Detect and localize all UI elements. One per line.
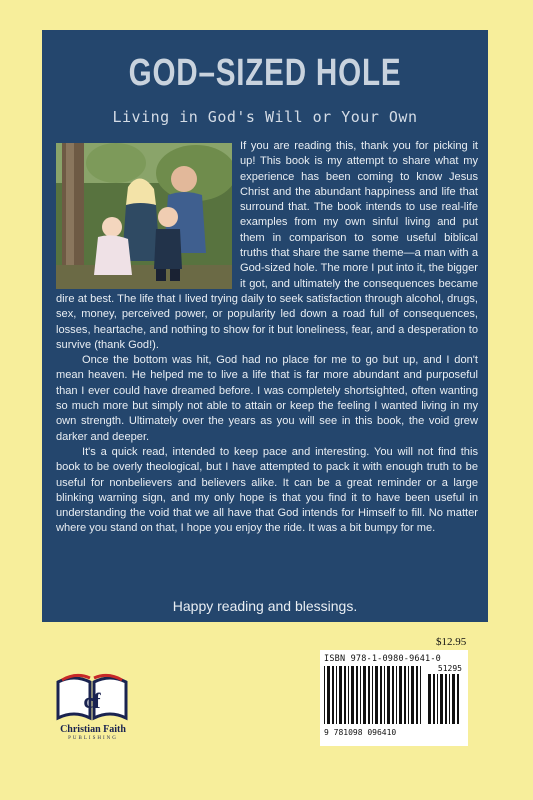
book-subtitle: Living in God's Will or Your Own <box>112 108 418 126</box>
barcode-main-bars <box>324 666 424 724</box>
barcode-bar <box>449 674 450 724</box>
barcode-bar <box>437 674 438 724</box>
barcode-bar <box>363 666 366 724</box>
barcode-bar <box>360 666 361 724</box>
book-title: GOD–SIZED HOLE <box>128 52 402 94</box>
barcode-bar <box>351 666 354 724</box>
book-logo-icon <box>52 668 132 724</box>
barcode-bar <box>411 666 414 724</box>
barcode-digits: 9 781098 096410 <box>324 728 397 737</box>
barcode-bar <box>384 666 385 724</box>
isbn-barcode <box>320 650 468 746</box>
blurb-paragraph-1: If you are reading this, thank you for picking it up! This book is my attempt to share what my experience has been coming to know Jesus Christ and the abundant happiness and life that surround that. The book intends to use real-life examples from my own sinful living and put them in comparison to some useful biblical truths that share the same theme—a man with a God-sized hole. The more I put into it, the bigger it got, and ultimately the consequences became dire at best. The life that I lived trying daily to seek satisfaction through alcohol, drugs, sex, money, perceived power, or popularity led down a road full of consequences, losses, heartache, and nothing to show for it but loneliness, fear, and a desperation to survive (thank God!). <box>56 140 478 351</box>
barcode-bar <box>336 666 337 724</box>
barcode-bar <box>420 666 421 724</box>
barcode-bar <box>408 666 409 724</box>
blurb-paragraph-3: It's a quick read, intended to keep pace and interesting. You will not find this book to be overly theological, but I have attempted to pack it with enough truth to be useful for nonbelievers and believers alike. It can be a great reminder or a large blinking warning sign, and my only hope is that you find it to have been useful in understanding the void that we all have that God intends for Himself to fill. No matter where you stand on that, I hope you enjoy the ride. It was a bit bumpy for me. <box>56 445 478 535</box>
barcode-bar <box>416 666 418 724</box>
barcode-bar <box>348 666 349 724</box>
barcode-bar <box>457 674 459 724</box>
barcode-bar <box>339 666 342 724</box>
publisher-tagline: PUBLISHING <box>68 736 118 741</box>
back-cover-panel <box>42 30 488 622</box>
barcode-bar <box>387 666 390 724</box>
barcode-addon-bars <box>428 674 462 724</box>
barcode-bar <box>375 666 378 724</box>
barcode-bar <box>372 666 373 724</box>
blurb-paragraph-2: Once the bottom was hit, God had no place for me to go but up, and I don't mean heaven. He helped me to live a life that is far more abundant and purposeful than I ever could have dreamed before. I was completely shortsighted, often wanting so much more but simply not able to attain or keep the feeling I wanted living in my own strength. Ultimately over the years as you will see in this book, the void grew darker and deeper. <box>56 354 478 443</box>
barcode-bar <box>428 674 431 724</box>
publisher-name: Christian Faith <box>60 724 126 735</box>
author-family-photo <box>56 143 232 289</box>
barcode-bar <box>452 674 455 724</box>
barcode-bar <box>440 674 443 724</box>
barcode-bar <box>332 666 334 724</box>
blurb <box>56 139 478 537</box>
barcode-bar <box>324 666 325 724</box>
barcode-bar <box>433 674 435 724</box>
barcode-bar <box>392 666 394 724</box>
price-label: $12.95 <box>436 636 467 648</box>
price-code-digits: 51295 <box>437 664 462 673</box>
barcode-bar <box>399 666 402 724</box>
isbn-text: ISBN 978-1-0980-9641-0 <box>324 654 441 664</box>
barcode-bar <box>380 666 382 724</box>
barcode-bar <box>344 666 346 724</box>
closing-line: Happy reading and blessings. <box>172 598 358 614</box>
logo-mark-letters: cf <box>83 688 101 713</box>
barcode-bar <box>368 666 370 724</box>
barcode-bar <box>327 666 330 724</box>
barcode-bar <box>445 674 447 724</box>
barcode-bar <box>356 666 358 724</box>
barcode-bar <box>396 666 397 724</box>
photo-illustration <box>56 143 232 289</box>
barcode-bar <box>404 666 406 724</box>
